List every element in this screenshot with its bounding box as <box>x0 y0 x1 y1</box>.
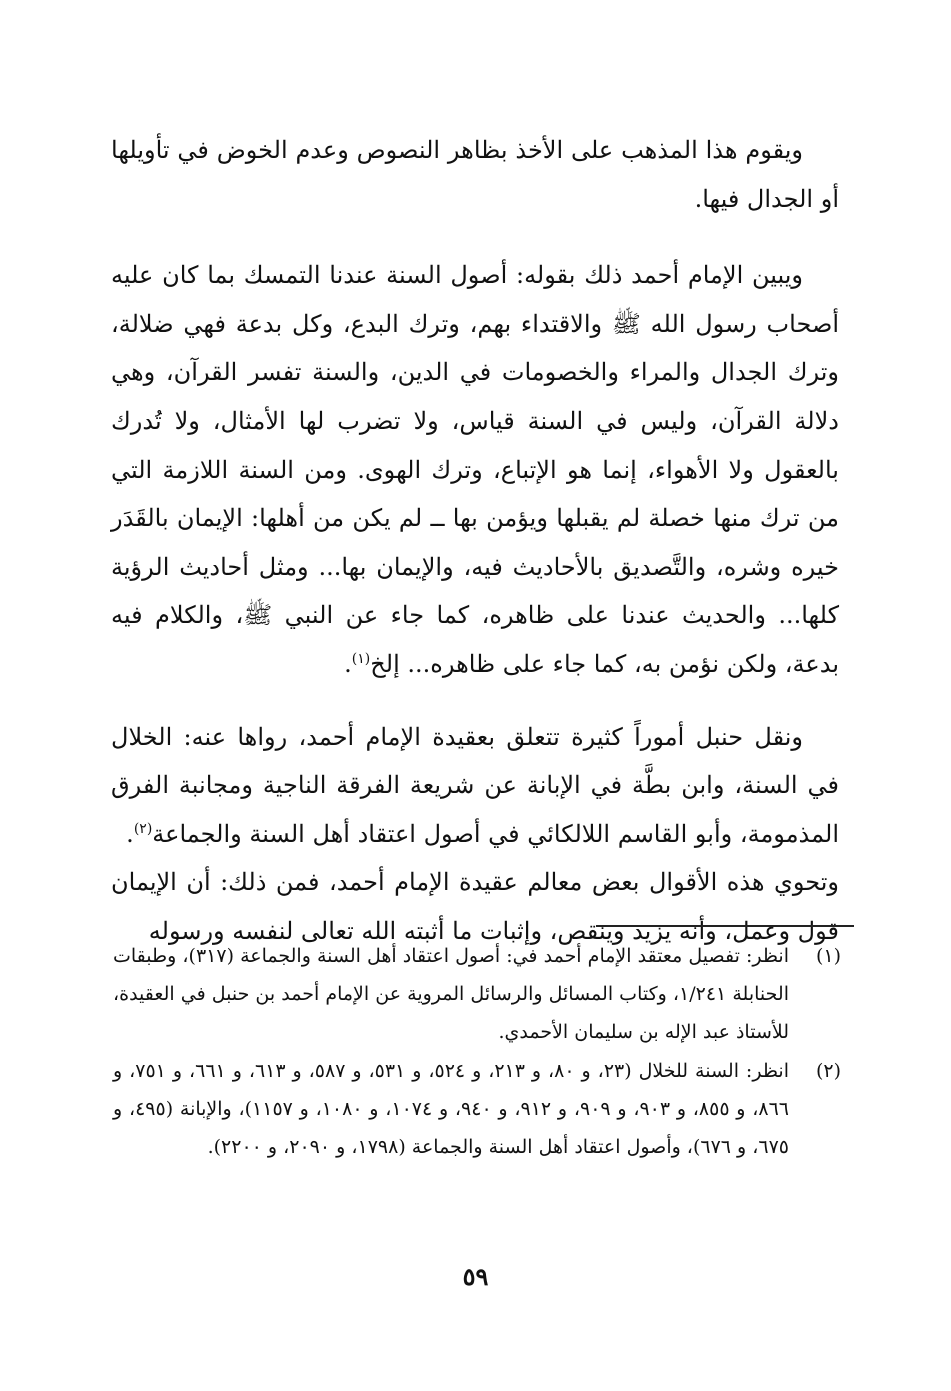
paragraph-2-end: . <box>344 649 352 678</box>
footnote-2 <box>113 1053 841 1166</box>
footnotes-section <box>113 938 841 1169</box>
paragraph-3 <box>111 713 839 859</box>
footnote-2-text: انظر: السنة للخلال (٢٣، و ٨٠، و ٢١٣، و ٥٢٤، و ٥٣١، و ٥٨٧، و ٦١٣، و ٦٦١، و ٧٥١، و ٨٦٦، و ٨٥٥، و ٩٠٣، و ٩٠٩، و ٩١٢، و ٩٤٠، و ١٠٧٤، و ١٠٨٠، و ١١٥٧)، والإبانة (٤٩٥، و ٦٧٥، و ٦٧٦)، وأصول اعتقاد أهل السنة والجماعة (١٧٩٨، و ٢٠٩٠، و ٢٢٠٠). <box>113 1060 790 1158</box>
paragraph-1-text: ويقوم هذا المذهب على الأخذ بظاهر النصوص وعدم الخوض في تأويلها أو الجدال فيها. <box>111 136 839 213</box>
paragraph-4-text: وتحوي هذه الأقوال بعض معالم عقيدة الإمام أحمد، فمن ذلك: أن الإيمان قول وعمل، وأنه يزيد وينقص، وإثبات ما أثبته الله تعالى لنفسه ورسوله <box>111 868 839 945</box>
footnote-1-text: انظر: تفصيل معتقد الإمام أحمد في: أصول اعتقاد أهل السنة والجماعة (٣١٧)، وطبقات الحنابلة ١/٢٤١، وكتاب المسائل والرسائل المروية عن الإمام أحمد بن حنبل في العقيدة، للأستاذ عبد الإله بن سليمان الأحمدي. <box>113 945 789 1043</box>
paragraph-2 <box>111 251 839 688</box>
main-text-body <box>111 126 839 956</box>
paragraph-2-text: ويبين الإمام أحمد ذلك بقوله: أصول السنة عندنا التمسك بما كان عليه أصحاب رسول الله ﷺ والاقتداء بهم، وترك البدع، وكل بدعة فهي ضلالة، وترك الجدال والمراء والخصومات في الدين، والسنة تفسر القرآن، وهي دلالة القرآن، وليس في السنة قياس، ولا تضرب لها الأمثال، ولا تُدرك بالعقول ولا الأهواء، إنما هو الإتباع، وترك الهوى. ومن السنة اللازمة التي من ترك منها خصلة لم يقبلها ويؤمن بها ــ لم يكن من أهلها: الإيمان بالقَدَر خيره وشره، والتَّصديق بالأحاديث فيه، والإيمان بها... ومثل أحاديث الرؤية كلها... والحديث عندنا على ظاهره، كما جاء عن النبي ﷺ، والكلام فيه بدعة، ولكن نؤمن به، كما جاء على ظاهره... إلخ <box>111 261 839 678</box>
footnote-2-number: (٢) <box>815 1060 841 1083</box>
page-number: ٥٩ <box>462 1262 489 1291</box>
footnote-ref-1: (١) <box>351 650 371 667</box>
footnote-ref-2: (٢) <box>133 820 153 837</box>
footnote-separator <box>596 925 854 927</box>
footnote-1 <box>113 938 841 1051</box>
paragraph-3-text: ونقل حنبل أموراً كثيرة تتعلق بعقيدة الإمام أحمد، رواها عنه: الخلال في السنة، وابن بطَّة في الإبانة عن شريعة الفرقة الناجية ومجانبة الفرق المذمومة، وأبو القاسم اللالكائي في أصول اعتقاد أهل السنة والجماعة <box>111 722 839 848</box>
paragraph-3-end: . <box>126 819 134 848</box>
footnote-1-number: (١) <box>815 945 841 967</box>
paragraph-1 <box>111 126 839 223</box>
